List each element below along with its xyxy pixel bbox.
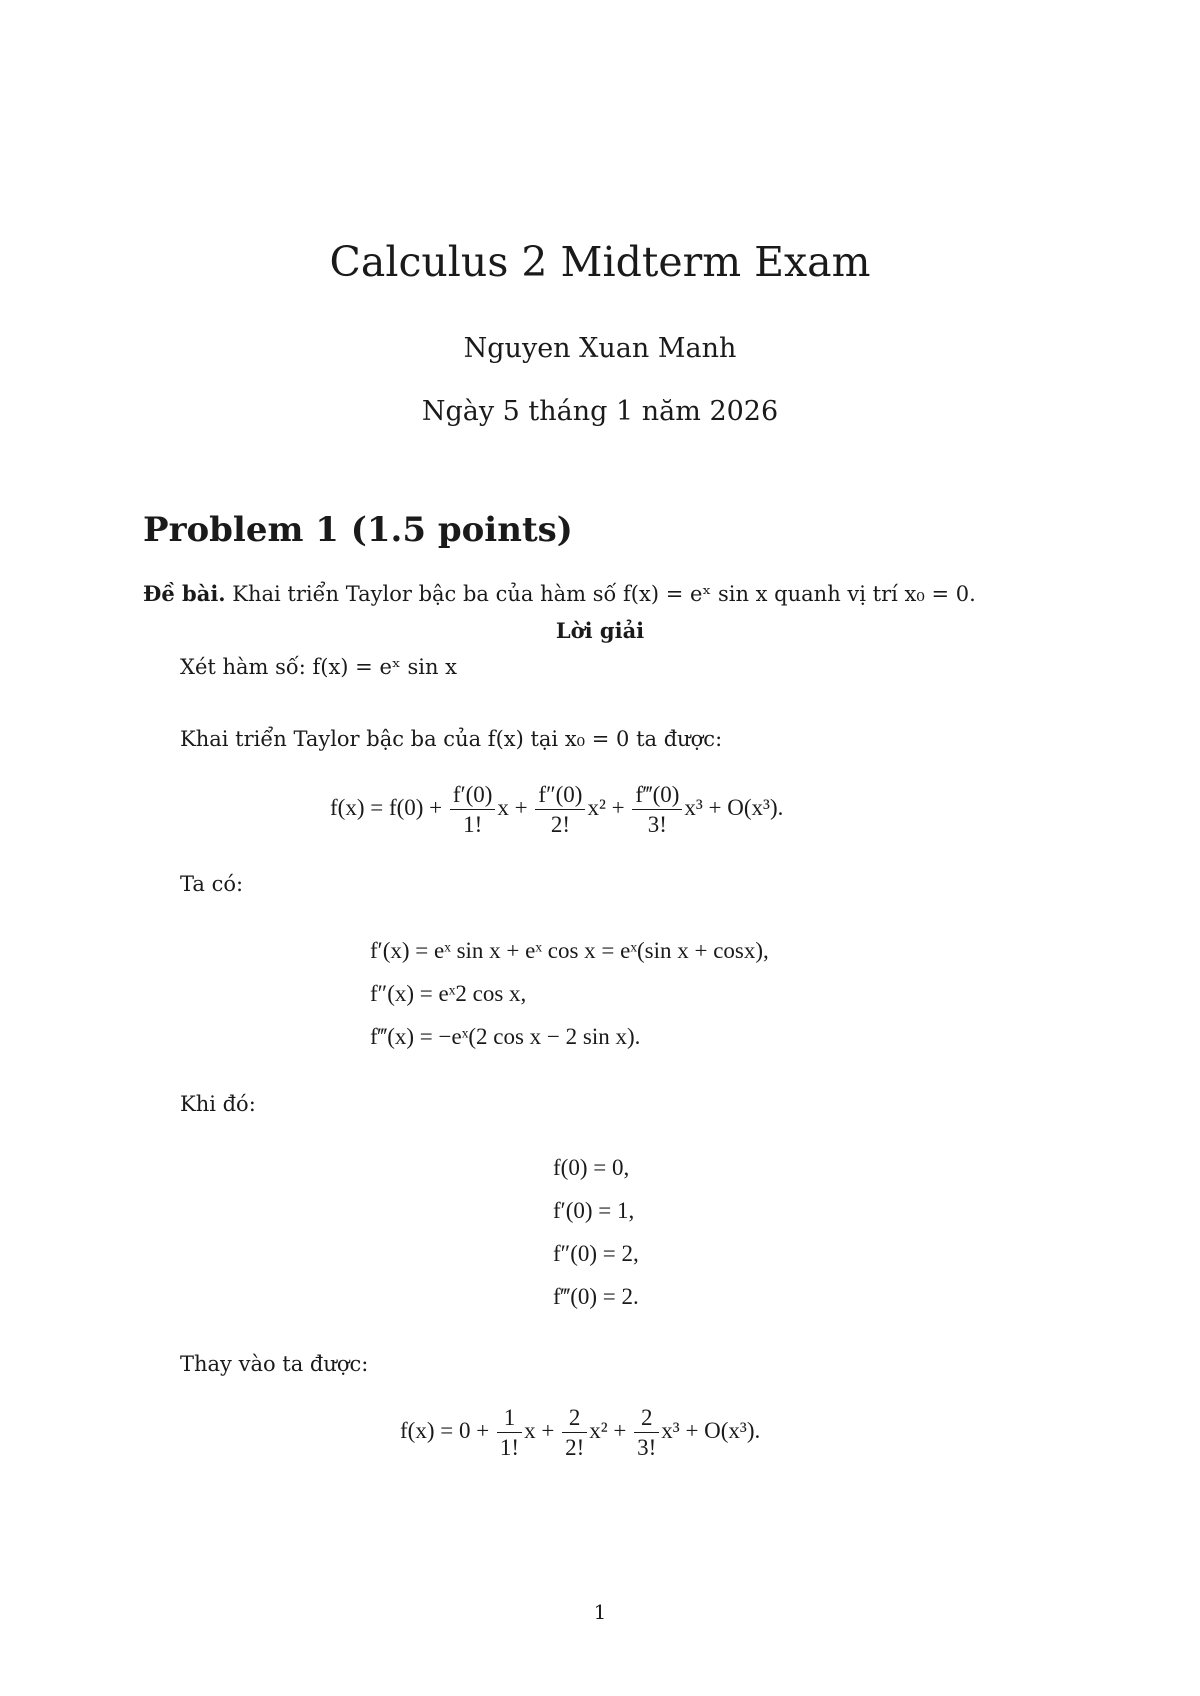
problem-heading: Problem 1 (1.5 points) — [143, 510, 573, 550]
fraction-numerator: f′(0) — [450, 782, 496, 810]
result-lhs: f(x) = 0 + — [400, 1418, 490, 1444]
fraction-denominator: 2! — [550, 812, 571, 838]
fraction-numerator: 2 — [634, 1405, 659, 1433]
fraction-denominator: 3! — [647, 812, 667, 838]
result-term-1: x + — [524, 1418, 555, 1444]
consider-function: Xét hàm số: f(x) = eˣ sin x — [180, 655, 457, 679]
we-have-label: Ta có: — [180, 872, 244, 896]
taylor-intro: Khai triển Taylor bậc ba của f(x) tại x₀ = 0 ta được: — [180, 727, 723, 751]
derivative-row: f′(x) = eˣ sin x + eˣ cos x = eˣ(sin x + cosx), — [370, 938, 769, 963]
document-date: Ngày 5 tháng 1 năm 2026 — [421, 396, 779, 427]
result-term-2: x² + — [589, 1418, 627, 1444]
taylor-fraction-1 — [450, 782, 496, 838]
value-row: f″(0) = 2, — [553, 1241, 639, 1266]
fraction-numerator: f″(0) — [535, 782, 585, 810]
statement-text: Khai triển Taylor bậc ba của hàm số f(x) = eˣ sin x quanh vị trí x₀ = 0. — [232, 582, 976, 606]
author-name: Nguyen Xuan Manh — [463, 333, 737, 364]
statement-label: Đề bài. — [143, 581, 226, 606]
result-formula — [400, 1405, 760, 1461]
fraction-denominator: 1! — [463, 812, 483, 838]
problem-statement — [143, 581, 976, 606]
solution-heading: Lời giải — [555, 618, 645, 643]
fraction-denominator: 1! — [499, 1435, 520, 1461]
fraction-denominator: 2! — [565, 1435, 585, 1461]
result-fraction-3 — [634, 1405, 659, 1461]
result-term-3: x³ + O(x³). — [661, 1418, 761, 1444]
taylor-formula — [330, 782, 783, 838]
then-label: Khi đó: — [180, 1092, 256, 1116]
fraction-numerator: 2 — [562, 1405, 587, 1433]
taylor-fraction-2 — [535, 782, 585, 838]
substitute-label: Thay vào ta được: — [180, 1352, 369, 1376]
fraction-numerator: 1 — [497, 1405, 522, 1433]
value-row: f(0) = 0, — [553, 1155, 630, 1180]
result-fraction-1 — [497, 1405, 522, 1461]
taylor-lhs: f(x) = f(0) + — [330, 795, 443, 821]
taylor-term-3: x³ + O(x³). — [684, 795, 784, 821]
result-fraction-2 — [562, 1405, 587, 1461]
value-row: f′(0) = 1, — [553, 1198, 635, 1223]
value-row: f‴(0) = 2. — [553, 1284, 639, 1309]
page-number: 1 — [593, 1600, 607, 1624]
fraction-numerator: f‴(0) — [632, 782, 682, 810]
derivative-row: f″(x) = eˣ2 cos x, — [370, 981, 527, 1006]
taylor-fraction-3 — [632, 782, 682, 838]
taylor-term-1: x + — [497, 795, 528, 821]
derivative-row: f‴(x) = −eˣ(2 cos x − 2 sin x). — [370, 1024, 641, 1049]
fraction-denominator: 3! — [637, 1435, 657, 1461]
taylor-term-2: x² + — [587, 795, 625, 821]
document-title: Calculus 2 Midterm Exam — [329, 238, 871, 286]
